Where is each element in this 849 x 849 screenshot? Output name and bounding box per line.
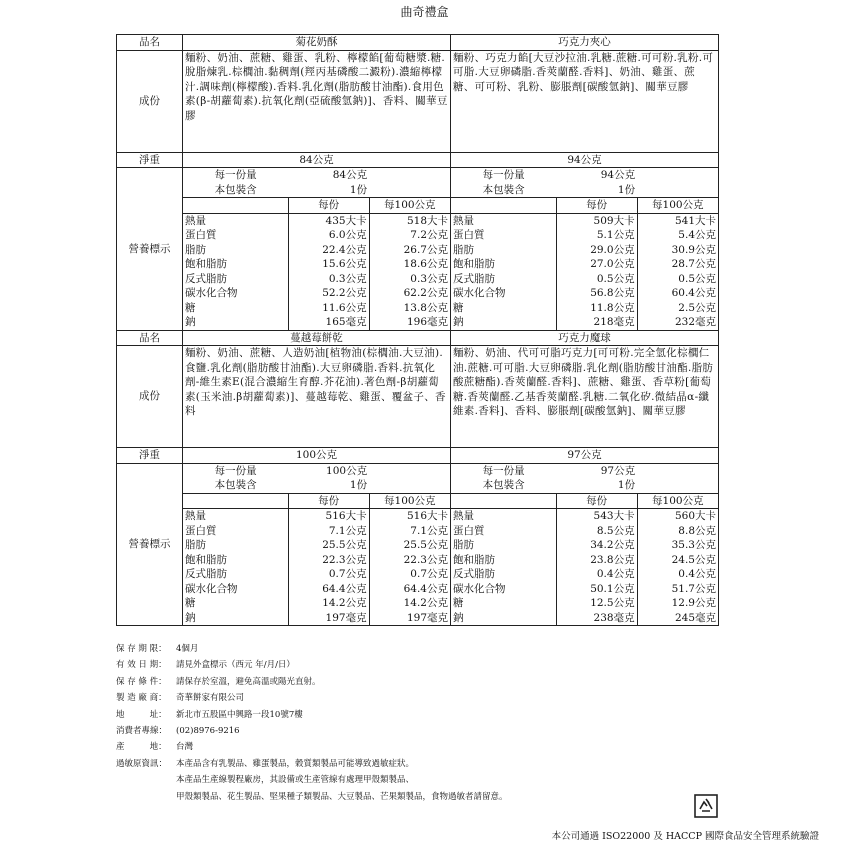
nutrient-per-100g: 22.3公克 <box>403 553 448 566</box>
product-weight: 94公克 <box>451 152 719 168</box>
nutrient-per-serving: 15.6公克 <box>288 257 369 272</box>
nutrient-per-serving: 14.2公克 <box>288 596 369 611</box>
nutrient-per-100g: 196毫克 <box>406 316 448 328</box>
nutrition-header-row <box>183 198 450 214</box>
nutrient-row <box>451 567 718 582</box>
serving-size-row <box>183 168 450 183</box>
nutrient-label: 熱量 <box>183 509 288 524</box>
ingredients-label: 成份 <box>117 50 183 152</box>
nutrient-label: 反式脂肪 <box>183 567 288 582</box>
col-per-serving: 每份 <box>556 198 637 214</box>
nutrient-row <box>183 611 450 626</box>
nutrient-per-serving: 543大卡 <box>556 509 637 524</box>
product-ingredients: 麵粉、奶油、蔗糖、雞蛋、乳粉、檸檬餡[葡萄糖漿.糖.脫脂煉乳.棕櫚油.黏稠劑(羥丙基磷酸二澱粉).濃縮檸檬汁.調味劑(檸檬酸).香料.乳化劑(脂肪酸甘油酯).食用色素(β-胡蘿蔔素).抗氧化劑(亞硫酸氫鈉)]、香料、關華豆膠 <box>183 50 451 152</box>
info-row <box>116 690 508 706</box>
servings-value: 1份 <box>617 479 636 491</box>
info-label: 有 效 日 期： <box>116 660 167 671</box>
nutrient-label: 脂肪 <box>183 538 288 553</box>
nutrition-header-row <box>183 493 450 509</box>
allergy-note-line: 本產品生產線製程廠房，其設備或生產管線有處理甲殼類製品、 <box>176 775 415 786</box>
nutrient-row <box>451 243 718 258</box>
nutrient-row <box>451 301 718 316</box>
nutrient-per-100g: 2.5公克 <box>678 301 716 314</box>
info-row <box>116 657 508 673</box>
nutrient-per-100g: 12.9公克 <box>671 597 716 609</box>
col-per-100g: 每100公克 <box>637 493 718 509</box>
nutrient-per-100g: 35.3公克 <box>671 539 716 551</box>
nutrient-label: 鈉 <box>183 611 288 626</box>
nutrient-per-serving: 22.4公克 <box>288 243 369 258</box>
nutrient-label: 熱量 <box>451 509 556 524</box>
nutrient-label: 脂肪 <box>451 243 556 258</box>
nutrition-row <box>117 168 719 331</box>
net-weight-row <box>117 152 719 168</box>
nutrient-per-100g: 30.9公克 <box>671 243 716 256</box>
recycle-icon <box>694 794 718 818</box>
nutrient-row <box>183 286 450 301</box>
product-name-row <box>117 330 719 346</box>
product-ingredients: 麵粉、奶油、代可可脂巧克力[可可粉.完全氫化棕櫚仁油.蔗糖.可可脂.大豆卵磷脂.乳化劑(脂肪酸甘油酯.脂肪酸蔗糖酯).香莢蘭醛.香料]、蔗糖、雞蛋、香草粉[葡萄糖.香莢蘭醛.乙基香莢蘭醛.乳糖.二氧化矽.微結晶α-纖維素.香料]、香料、膨脹劑[碳酸氫鈉]、關華豆膠 <box>451 346 719 448</box>
nutrient-per-100g: 8.8公克 <box>678 524 716 537</box>
info-label: 製 造 廠 商： <box>116 693 167 704</box>
nutrient-label: 碳水化合物 <box>451 286 556 301</box>
nutrient-per-serving: 11.8公克 <box>556 301 637 316</box>
nutrition-facts <box>451 464 718 626</box>
nutrient-label: 反式脂肪 <box>451 567 556 582</box>
nutrient-per-serving: 516大卡 <box>288 509 369 524</box>
nutrient-per-serving: 50.1公克 <box>556 582 637 597</box>
nutrient-per-100g: 28.7公克 <box>671 258 716 270</box>
nutrient-label: 糖 <box>183 301 288 316</box>
product-name: 巧克力夾心 <box>451 35 719 51</box>
info-row <box>116 674 508 690</box>
nutrient-label: 碳水化合物 <box>451 582 556 597</box>
info-label: 消費者專線： <box>116 726 168 737</box>
nutrient-row <box>183 509 450 524</box>
col-per-serving: 每份 <box>288 198 369 214</box>
nutrient-label: 脂肪 <box>183 243 288 258</box>
nutrient-per-serving: 11.6公克 <box>288 301 369 316</box>
nutrient-per-serving: 27.0公克 <box>556 257 637 272</box>
col-per-100g: 每100公克 <box>369 493 450 509</box>
info-value: 請見外盒標示（西元 年/月/日） <box>176 660 295 671</box>
nutrient-per-100g: 0.4公克 <box>678 568 716 580</box>
servings-row <box>183 183 450 198</box>
servings-row <box>451 183 718 198</box>
product-name: 菊花奶酥 <box>183 35 451 51</box>
nutrition-row <box>117 463 719 626</box>
nutrition-header-row <box>451 198 718 214</box>
nutrient-row <box>183 301 450 316</box>
info-value: 奇華餅家有限公司 <box>176 693 245 704</box>
nutrient-row <box>451 213 718 228</box>
col-per-100g: 每100公克 <box>637 198 718 214</box>
nutrient-per-serving: 25.5公克 <box>288 538 369 553</box>
nutrition-facts <box>183 168 450 330</box>
nutrient-label: 脂肪 <box>451 538 556 553</box>
nutrition-cell <box>183 463 451 626</box>
nutrient-per-100g: 541大卡 <box>674 214 716 227</box>
nutrient-per-serving: 34.2公克 <box>556 538 637 553</box>
servings-row <box>451 478 718 493</box>
product-ingredients: 麵粉、奶油、蔗糖、人造奶油[植物油(棕櫚油.大豆油).食鹽.乳化劑(脂肪酸甘油酯).大豆卵磷脂.香料.抗氧化劑-維生素E(混合濃縮生育醇.芥花油).著色劑-β胡蘿蔔素(玉米油.β胡蘿蔔素)]、蔓越莓乾、雞蛋、覆盆子、香料 <box>183 346 451 448</box>
serving-size-label: 每一份量 <box>214 464 257 477</box>
nutrient-per-100g: 0.7公克 <box>410 568 448 580</box>
servings-value: 1份 <box>349 183 368 196</box>
nutrient-per-serving: 0.7公克 <box>288 567 369 582</box>
nutrient-per-serving: 435大卡 <box>288 213 369 228</box>
certification-note: 本公司通過 ISO22000 及 HACCP 國際食品安全管理系統驗證 <box>551 831 819 842</box>
nutrient-row <box>451 538 718 553</box>
nutrient-per-100g: 25.5公克 <box>403 539 448 551</box>
nutrient-label: 碳水化合物 <box>183 582 288 597</box>
info-label: 過敏原資訊： <box>116 758 168 769</box>
nutrition-label: 營養標示 <box>117 168 183 331</box>
info-row <box>116 756 508 772</box>
net-weight-row <box>117 448 719 464</box>
nutrient-row <box>183 582 450 597</box>
nutrient-per-100g: 560大卡 <box>674 510 716 522</box>
nutrient-per-100g: 24.5公克 <box>671 553 716 566</box>
serving-size-row <box>451 464 718 479</box>
serving-size-value: 84公克 <box>332 169 368 181</box>
servings-value: 1份 <box>617 183 636 196</box>
serving-size-row <box>451 168 718 183</box>
nutrient-row <box>183 228 450 243</box>
nutrition-label: 營養標示 <box>117 463 183 626</box>
nutrient-per-100g: 232毫克 <box>674 316 716 328</box>
nutrient-label: 蛋白質 <box>183 228 288 243</box>
nutrient-row <box>451 582 718 597</box>
nutrient-label: 飽和脂肪 <box>451 553 556 568</box>
nutrient-label: 蛋白質 <box>183 524 288 539</box>
nutrient-row <box>451 286 718 301</box>
nutrient-per-serving: 8.5公克 <box>556 524 637 539</box>
serving-size-row <box>183 464 450 479</box>
nutrient-per-serving: 0.3公克 <box>288 272 369 287</box>
nutrient-per-100g: 5.4公克 <box>678 229 716 241</box>
nutrient-row <box>183 315 450 330</box>
nutrient-per-serving: 165毫克 <box>288 315 369 330</box>
nutrient-per-serving: 64.4公克 <box>288 582 369 597</box>
nutrition-cell <box>451 463 719 626</box>
nutrient-per-100g: 13.8公克 <box>403 301 448 314</box>
product-weight: 97公克 <box>451 448 719 464</box>
weight-label: 淨重 <box>117 448 183 464</box>
nutrient-row <box>451 524 718 539</box>
name-label: 品名 <box>117 35 183 51</box>
nutrient-per-100g: 64.4公克 <box>403 582 448 595</box>
servings-label: 本包裝含 <box>482 479 525 491</box>
nutrient-row <box>183 272 450 287</box>
nutrient-label: 蛋白質 <box>451 524 556 539</box>
nutrient-row <box>451 228 718 243</box>
page-title: 曲奇禮盒 <box>400 5 449 19</box>
servings-row <box>183 478 450 493</box>
info-label: 保 存 期 限： <box>116 644 167 654</box>
nutrient-label: 鈉 <box>451 611 556 626</box>
nutrient-per-serving: 23.8公克 <box>556 553 637 568</box>
nutrient-label: 飽和脂肪 <box>183 553 288 568</box>
weight-label: 淨重 <box>117 152 183 168</box>
nutrient-row <box>451 611 718 626</box>
nutrient-row <box>451 315 718 330</box>
nutrient-label: 反式脂肪 <box>451 272 556 287</box>
info-value: 新北市五股區中興路一段10號7樓 <box>176 709 303 720</box>
nutrient-per-100g: 197毫克 <box>406 611 448 624</box>
name-label: 品名 <box>117 330 183 346</box>
info-value: 本產品含有乳製品、雞蛋製品，穀質類製品可能導致過敏症狀。 <box>176 758 415 769</box>
product-ingredients: 麵粉、巧克力餡[大豆沙拉油.乳糖.蔗糖.可可粉.乳粉.可可脂.大豆卵磷脂.香莢蘭醛.香料]、奶油、雞蛋、蔗糖、可可粉、乳粉、膨脹劑[碳酸氫鈉]、關華豆膠 <box>451 50 719 152</box>
nutrient-per-100g: 14.2公克 <box>403 597 448 609</box>
nutrient-per-100g: 7.1公克 <box>410 524 448 537</box>
nutrient-label: 飽和脂肪 <box>183 257 288 272</box>
nutrient-per-serving: 238毫克 <box>556 611 637 626</box>
product-weight: 84公克 <box>183 152 451 168</box>
serving-size-value: 97公克 <box>600 464 636 477</box>
info-row <box>116 739 508 755</box>
product-name: 巧克力魔球 <box>451 330 719 346</box>
nutrient-row <box>183 213 450 228</box>
nutrient-per-serving: 22.3公克 <box>288 553 369 568</box>
nutrient-per-100g: 0.5公克 <box>678 272 716 285</box>
product-weight: 100公克 <box>183 448 451 464</box>
nutrient-row <box>451 509 718 524</box>
nutrient-label: 糖 <box>451 301 556 316</box>
nutrient-per-100g: 245毫克 <box>674 611 716 624</box>
serving-size-label: 每一份量 <box>482 464 525 477</box>
serving-size-label: 每一份量 <box>482 169 525 181</box>
col-per-serving: 每份 <box>556 493 637 509</box>
nutrient-row <box>451 272 718 287</box>
nutrient-per-serving: 0.5公克 <box>556 272 637 287</box>
nutrient-row <box>183 567 450 582</box>
ingredients-label: 成份 <box>117 346 183 448</box>
info-value: 台灣 <box>176 742 194 753</box>
nutrient-per-serving: 29.0公克 <box>556 243 637 258</box>
nutrient-row <box>183 553 450 568</box>
servings-value: 1份 <box>349 479 368 491</box>
info-value: 請保存於室溫，避免高溫或陽光直射。 <box>176 676 321 687</box>
nutrient-label: 鈉 <box>451 315 556 330</box>
ingredients-row <box>117 346 719 448</box>
servings-label: 本包裝含 <box>214 183 257 196</box>
ingredients-row <box>117 50 719 152</box>
nutrition-facts <box>451 168 718 330</box>
nutrient-per-100g: 518大卡 <box>406 214 448 227</box>
info-label: 保 存 條 件： <box>116 676 167 687</box>
nutrient-label: 蛋白質 <box>451 228 556 243</box>
nutrient-label: 碳水化合物 <box>183 286 288 301</box>
serving-size-value: 100公克 <box>326 464 368 477</box>
nutrient-per-100g: 516大卡 <box>406 510 448 522</box>
nutrient-row <box>451 553 718 568</box>
serving-size-label: 每一份量 <box>214 169 257 181</box>
nutrient-per-serving: 12.5公克 <box>556 596 637 611</box>
nutrient-row <box>451 257 718 272</box>
nutrient-per-serving: 7.1公克 <box>288 524 369 539</box>
nutrition-cell <box>451 168 719 331</box>
nutrient-per-100g: 26.7公克 <box>403 243 448 256</box>
nutrient-label: 糖 <box>183 596 288 611</box>
nutrition-cell <box>183 168 451 331</box>
info-value: 4個月 <box>176 644 199 654</box>
nutrient-per-serving: 52.2公克 <box>288 286 369 301</box>
serving-size-value: 94公克 <box>600 169 636 181</box>
nutrition-header-row <box>451 493 718 509</box>
nutrient-per-serving: 6.0公克 <box>288 228 369 243</box>
col-per-100g: 每100公克 <box>369 198 450 214</box>
nutrient-per-100g: 0.3公克 <box>410 272 448 285</box>
nutrient-label: 飽和脂肪 <box>451 257 556 272</box>
product-name-row <box>117 35 719 51</box>
nutrition-facts <box>183 464 450 626</box>
product-info-block <box>116 641 508 805</box>
info-label: 產 地： <box>116 742 167 753</box>
nutrient-label: 鈉 <box>183 315 288 330</box>
nutrient-label: 熱量 <box>183 213 288 228</box>
nutrient-per-serving: 0.4公克 <box>556 567 637 582</box>
nutrient-label: 糖 <box>451 596 556 611</box>
info-row <box>116 707 508 723</box>
info-row <box>116 723 508 739</box>
nutrient-per-serving: 5.1公克 <box>556 228 637 243</box>
servings-label: 本包裝含 <box>214 479 257 491</box>
nutrient-row <box>183 243 450 258</box>
nutrient-per-serving: 197毫克 <box>288 611 369 626</box>
servings-label: 本包裝含 <box>482 183 525 196</box>
nutrient-label: 反式脂肪 <box>183 272 288 287</box>
nutrient-per-serving: 56.8公克 <box>556 286 637 301</box>
info-value: (02)8976-9216 <box>176 726 240 737</box>
nutrient-per-100g: 60.4公克 <box>671 287 716 299</box>
nutrient-per-serving: 218毫克 <box>556 315 637 330</box>
product-spec-table <box>116 34 719 626</box>
info-label: 地 址： <box>116 709 167 720</box>
col-per-serving: 每份 <box>288 493 369 509</box>
nutrient-per-serving: 509大卡 <box>556 213 637 228</box>
nutrient-row <box>183 596 450 611</box>
nutrient-row <box>451 596 718 611</box>
nutrient-label: 熱量 <box>451 213 556 228</box>
nutrient-per-100g: 7.2公克 <box>410 229 448 241</box>
nutrient-per-100g: 62.2公克 <box>403 287 448 299</box>
nutrient-per-100g: 51.7公克 <box>671 582 716 595</box>
product-name: 蔓越莓餅乾 <box>183 330 451 346</box>
nutrient-row <box>183 257 450 272</box>
nutrient-per-100g: 18.6公克 <box>403 258 448 270</box>
nutrient-row <box>183 524 450 539</box>
allergy-note-line: 甲殼類製品、花生製品、堅果種子類製品、大豆製品、芒果類製品，食物過敏者請留意。 <box>176 791 508 802</box>
info-row <box>116 641 508 657</box>
nutrient-row <box>183 538 450 553</box>
